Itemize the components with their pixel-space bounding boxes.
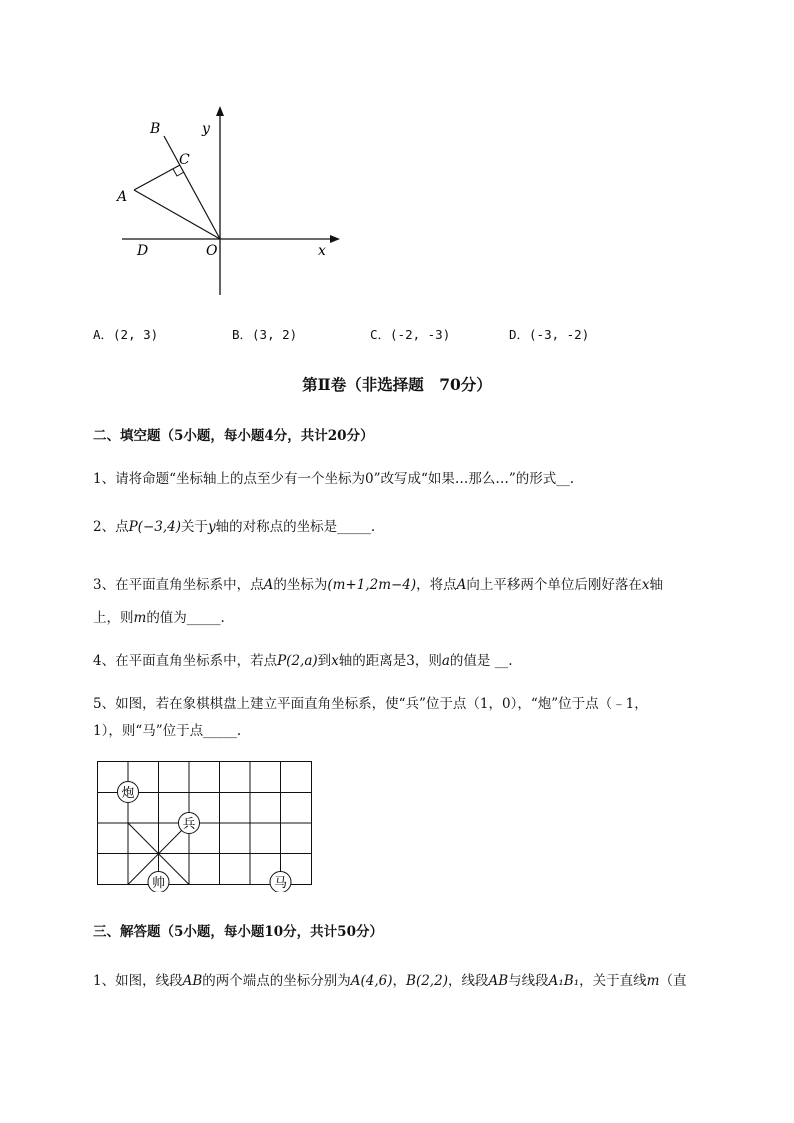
s3q1-mid: 的两个端点的坐标分别为 <box>202 973 351 989</box>
q3-point-a2: A <box>456 577 467 593</box>
label-O: O <box>206 243 218 259</box>
piece-pao <box>118 782 139 803</box>
chessboard-figure <box>92 756 318 892</box>
q3-var: m <box>133 610 147 626</box>
s3q1-mid4: ，关于直线 <box>579 973 647 989</box>
label-x: x <box>318 243 326 259</box>
q4-axis: x <box>331 653 339 669</box>
fill-question-2 <box>93 515 375 535</box>
solve-question-1 <box>93 969 686 989</box>
q4-suffix: 的值是 __. <box>449 653 513 669</box>
q4-var: a <box>441 653 450 669</box>
q3-line2-suffix: 的值为_____. <box>146 610 225 626</box>
coordinate-figure <box>110 100 350 300</box>
piece-pao-label: 炮 <box>121 786 135 801</box>
label-B: B <box>150 121 161 137</box>
q3-mid3: 向上平移两个单位后刚好落在 <box>466 577 642 593</box>
piece-bing-label: 兵 <box>182 817 196 832</box>
label-D: D <box>137 243 149 259</box>
fill-question-3-line2 <box>93 606 225 626</box>
q3-prefix: 3、在平面直角坐标系中，点 <box>93 577 264 593</box>
q4-mid2: 轴的距离是3，则 <box>338 653 442 669</box>
s3q1-seg2: AB <box>488 973 509 989</box>
option-d[interactable]: D．(-3, -2) <box>509 327 590 342</box>
s3q1-seg3: A₁B₁ <box>548 973 580 989</box>
q2-suffix: 轴的对称点的坐标是_____. <box>215 519 376 535</box>
s3q1-mid3: 与线段 <box>508 973 549 989</box>
q2-point: P(−3,4) <box>128 519 181 535</box>
q3-line2-prefix: 上，则 <box>93 610 134 626</box>
fill-question-3-line1 <box>93 573 663 593</box>
segment-AC <box>134 165 180 190</box>
q2-prefix: 2、点 <box>93 519 129 535</box>
s3q1-line: m <box>646 973 660 989</box>
piece-shuai-label: 帅 <box>151 876 166 891</box>
q3-mid: 的坐标为 <box>273 577 328 593</box>
option-c[interactable]: C．(-2, -3) <box>370 327 451 342</box>
s3q1-mid2: ，线段 <box>447 973 489 989</box>
piece-ma-label: 马 <box>273 876 288 891</box>
q3-suffix: 轴 <box>649 577 664 593</box>
fill-question-5-line2: 1），则“马”位于点_____. <box>93 723 242 739</box>
section3-heading: 三、解答题（5小题，每小题10分，共计50分） <box>93 924 383 940</box>
q2-mid: 关于 <box>181 519 208 535</box>
label-y: y <box>202 121 210 137</box>
y-axis-arrow <box>216 106 224 116</box>
fill-question-4 <box>93 649 513 669</box>
q2-axis: y <box>208 519 216 535</box>
s3q1-suffix: （直 <box>659 973 687 989</box>
option-a[interactable]: A．(2, 3) <box>93 327 159 342</box>
q4-mid: 到 <box>317 653 332 669</box>
s3q1-point-b: B(2,2) <box>406 973 448 989</box>
q3-mid2: ，将点 <box>416 577 457 593</box>
part2-title: 第Ⅱ卷（非选择题 70分） <box>302 375 492 394</box>
fill-question-5-line1: 5、如图，若在象棋棋盘上建立平面直角坐标系，使“兵”位于点（1，0），“炮”位于点（﹣1， <box>93 696 648 712</box>
q4-prefix: 4、在平面直角坐标系中，若点 <box>93 653 278 669</box>
piece-ma <box>270 872 291 893</box>
piece-bing <box>179 813 200 834</box>
label-A: A <box>117 189 128 205</box>
section2-heading: 二、填空题（5小题，每小题4分，共计20分） <box>93 428 374 444</box>
fill-question-1: 1、请将命题“坐标轴上的点至少有一个坐标为0”改写成“如果…那么…”的形式__. <box>93 471 575 487</box>
q3-point-a: A <box>263 577 274 593</box>
option-b[interactable]: B．(3, 2) <box>232 327 298 342</box>
s3q1-point-a: A(4,6) <box>350 973 393 989</box>
s3q1-sep: ， <box>392 973 407 989</box>
s3q1-seg: AB <box>182 973 203 989</box>
q3-axis: x <box>641 577 650 593</box>
s3q1-prefix: 1、如图，线段 <box>93 973 183 989</box>
x-axis-arrow <box>330 235 340 243</box>
q4-point: P(2,a) <box>277 653 318 669</box>
label-C: C <box>179 152 190 168</box>
piece-shuai <box>148 872 169 893</box>
q3-coord: (m+1,2m−4) <box>327 577 417 593</box>
